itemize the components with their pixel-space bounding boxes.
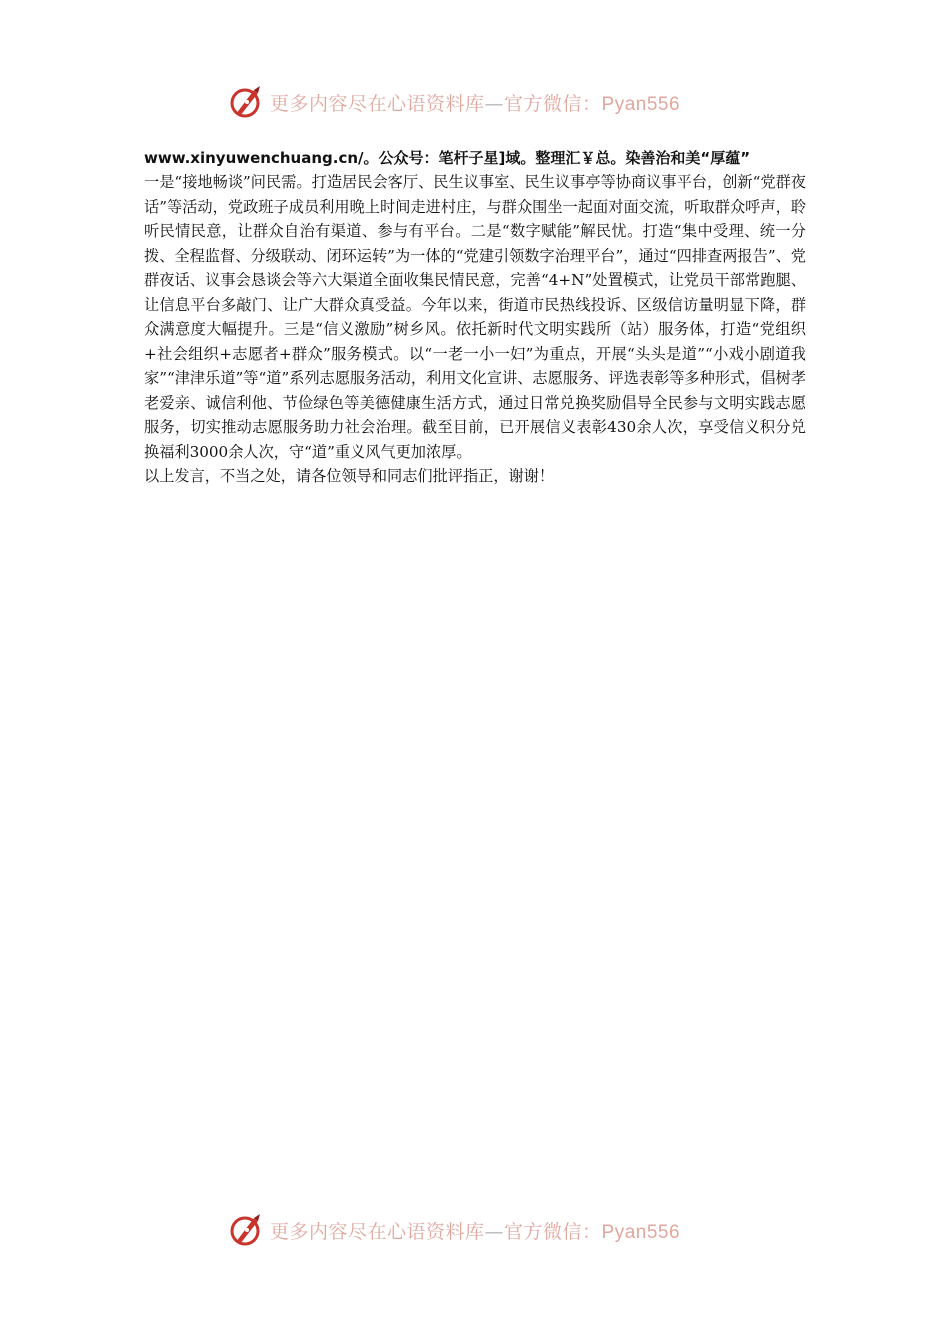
header-banner	[228, 82, 728, 122]
pen-nib-logo-icon	[228, 1212, 264, 1248]
header-banner-title: 更多内容尽在心语资料库	[270, 92, 485, 115]
header-banner-text	[270, 89, 680, 116]
closing-paragraph: 以上发言，不当之处，请各位领导和同志们批评指正，谢谢！	[144, 467, 555, 485]
footer-banner-contact-id: Pyan556	[601, 1221, 681, 1243]
footer-banner-contact-label: 官方微信：	[504, 1220, 602, 1243]
header-banner-separator: —	[484, 92, 505, 115]
footer-banner-title: 更多内容尽在心语资料库	[270, 1220, 485, 1243]
footer-banner-text	[270, 1217, 680, 1244]
footer-banner-separator: —	[484, 1220, 505, 1243]
document-content	[144, 146, 806, 489]
source-line: www.xinyuwenchuang.cn/。公众号：笔杆子星]域。整理汇￥总。染善治和美“厚蕴”	[144, 149, 751, 167]
pen-nib-logo-icon	[228, 84, 264, 120]
header-banner-contact-id: Pyan556	[601, 93, 681, 115]
body-paragraph: 一是“接地畅谈”问民需。打造居民会客厅、民生议事室、民生议事亭等协商议事平台，创新“党群夜话”等活动，党政班子成员利用晚上时间走进村庄，与群众围坐一起面对面交流，听取群众呼声，聆听民情民意，让群众自治有渠道、参与有平台。二是“数字赋能”解民忧。打造“集中受理、统一分拨、全程监督、分级联动、闭环运转”为一体的“党建引领数字治理平台”，通过“四排查两报告”、党群夜话、议事会恳谈会等六大渠道全面收集民情民意，完善“4+N”处置模式，让党员干部常跑腿、让信息平台多敲门、让广大群众真受益。今年以来，街道市民热线投诉、区级信访量明显下降，群众满意度大幅提升。三是“信义激励”树乡风。依托新时代文明实践所（站）服务体，打造“党组织+社会组织+志愿者+群众”服务模式。以“一老一小一妇”为重点，开展“头头是道”“小戏小剧道我家”“津津乐道”等“道”系列志愿服务活动，利用文化宣讲、志愿服务、评选表彰等多种形式，倡树孝老爱亲、诚信利他、节俭绿色等美德健康生活方式，通过日常兑换奖励倡导全民参与文明实践志愿服务，切实推动志愿服务助力社会治理。截至目前，已开展信义表彰430余人次，享受信义积分兑换福利3000余人次，守“道”重义风气更加浓厚。	[144, 173, 806, 461]
footer-banner	[228, 1210, 728, 1250]
header-banner-contact-label: 官方微信：	[504, 92, 602, 115]
